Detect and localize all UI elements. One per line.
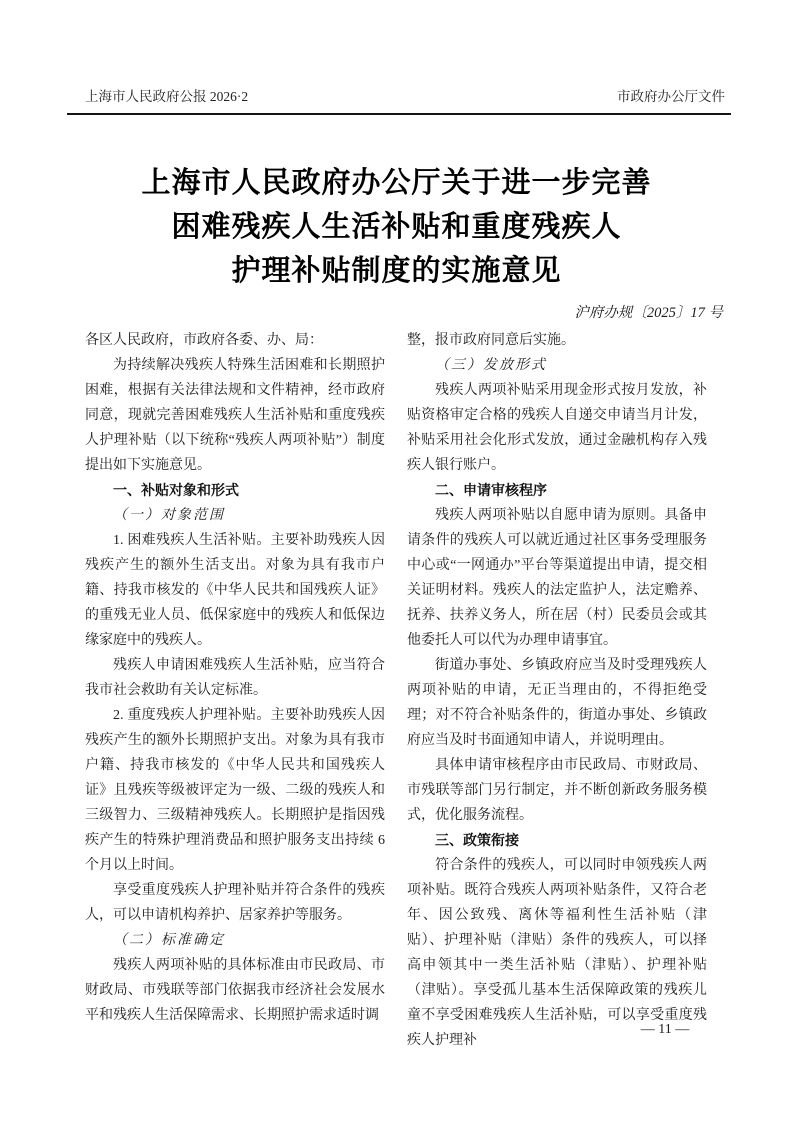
title-line-3: 护理补贴制度的实施意见 (231, 255, 562, 287)
section-heading: 三、政策衔接 (435, 832, 519, 848)
document-title (60, 161, 733, 293)
doc-number: 沪府办规〔2025〕17 号 (574, 305, 723, 321)
paragraph: 享受重度残疾人护理补贴并符合条件的残疾人，可以申请机构养护、居家养护等服务。 (85, 883, 385, 923)
body-column-right (407, 328, 707, 1053)
header-doc-category: 市政府办公厅文件 (617, 89, 725, 104)
paragraph: 各区人民政府，市政府各委、办、局： (85, 333, 323, 348)
sub-heading: （一）对象范围 (113, 508, 225, 523)
paragraph: 残疾人两项补贴采用现金形式按月发放，补贴资格审定合格的残疾人自递交申请当月计发，补贴采用社会化形式发放，通过金融机构存入残疾人银行账户。 (407, 383, 707, 473)
title-line-2: 困难残疾人生活补贴和重度残疾人 (171, 211, 622, 243)
paragraph: 残疾人申请困难残疾人生活补贴，应当符合我市社会救助有关认定标准。 (85, 658, 385, 698)
body-columns (85, 328, 707, 1053)
paragraph: 2. 重度残疾人护理补贴。主要补助残疾人因残疾产生的额外长期照护支出。对象为具有我市户籍、持我市核发的《中华人民共和国残疾人证》且残疾等级被评定为一级、二级的残疾人和三级智力、三级精神残疾人。长期照护是指因残疾产生的特殊护理消费品和照护服务支出持续 6 个月以上时间。 (85, 708, 385, 873)
section-heading: 一、补贴对象和形式 (113, 482, 239, 498)
header-gazette-title: 上海市人民政府公报 2026·2 (85, 89, 249, 104)
body-column-left (85, 328, 385, 1053)
title-line-1: 上海市人民政府办公厅关于进一步完善 (141, 167, 652, 199)
paragraph: 具体申请审核程序由市民政局、市财政局、市残联等部门另行制定，并不断创新政务服务模式，优化服务流程。 (407, 758, 707, 823)
paragraph: 残疾人两项补贴以自愿申请为原则。具备申请条件的残疾人可以就近通过社区事务受理服务中心或“一网通办”平台等渠道提出申请，提交相关证明材料。残疾人的法定监护人，法定赡养、抚养、扶养义务人，所在居（村）民委员会或其他委托人可以代为办理申请事宜。 (407, 508, 707, 648)
header-rule (67, 113, 731, 115)
section-heading: 二、申请审核程序 (435, 482, 547, 498)
paragraph: 符合条件的残疾人，可以同时申领残疾人两项补贴。既符合残疾人两项补贴条件，又符合老年、因公致残、离休等福利性生活补贴（津贴）、护理补贴（津贴）条件的残疾人，可以择高申领其中一类生活补贴（津贴）、护理补贴（津贴）。享受孤儿基本生活保障政策的残疾儿童不享受困难残疾人生活补贴，可以享受重度残疾人护理补 (407, 858, 707, 1048)
sub-heading: （二）标准确定 (113, 933, 225, 948)
sub-heading: （三）发放形式 (435, 358, 547, 373)
paragraph: 整，报市政府同意后实施。 (407, 333, 575, 348)
running-header (85, 88, 725, 106)
paragraph: 残疾人两项补贴的具体标准由市民政局、市财政局、市残联等部门依据我市经济社会发展水平和残疾人生活保障需求、长期照护需求适时调 (85, 958, 385, 1023)
paragraph: 1. 困难残疾人生活补贴。主要补助残疾人因残疾产生的额外生活支出。对象为具有我市户籍、持我市核发的《中华人民共和国残疾人证》的重残无业人员、低保家庭中的残疾人和低保边缘家庭中的残疾人。 (85, 533, 385, 648)
paragraph: 街道办事处、乡镇政府应当及时受理残疾人两项补贴的申请，无正当理由的，不得拒绝受理；对不符合补贴条件的，街道办事处、乡镇政府应当及时书面通知申请人，并说明理由。 (407, 658, 707, 748)
page-number: — 11 — (640, 1022, 690, 1037)
paragraph: 为持续解决残疾人特殊生活困难和长期照护困难，根据有关法律法规和文件精神，经市政府同意，现就完善困难残疾人生活补贴和重度残疾人护理补贴（以下统称“残疾人两项补贴”）制度提出如下实施意见。 (85, 358, 385, 473)
